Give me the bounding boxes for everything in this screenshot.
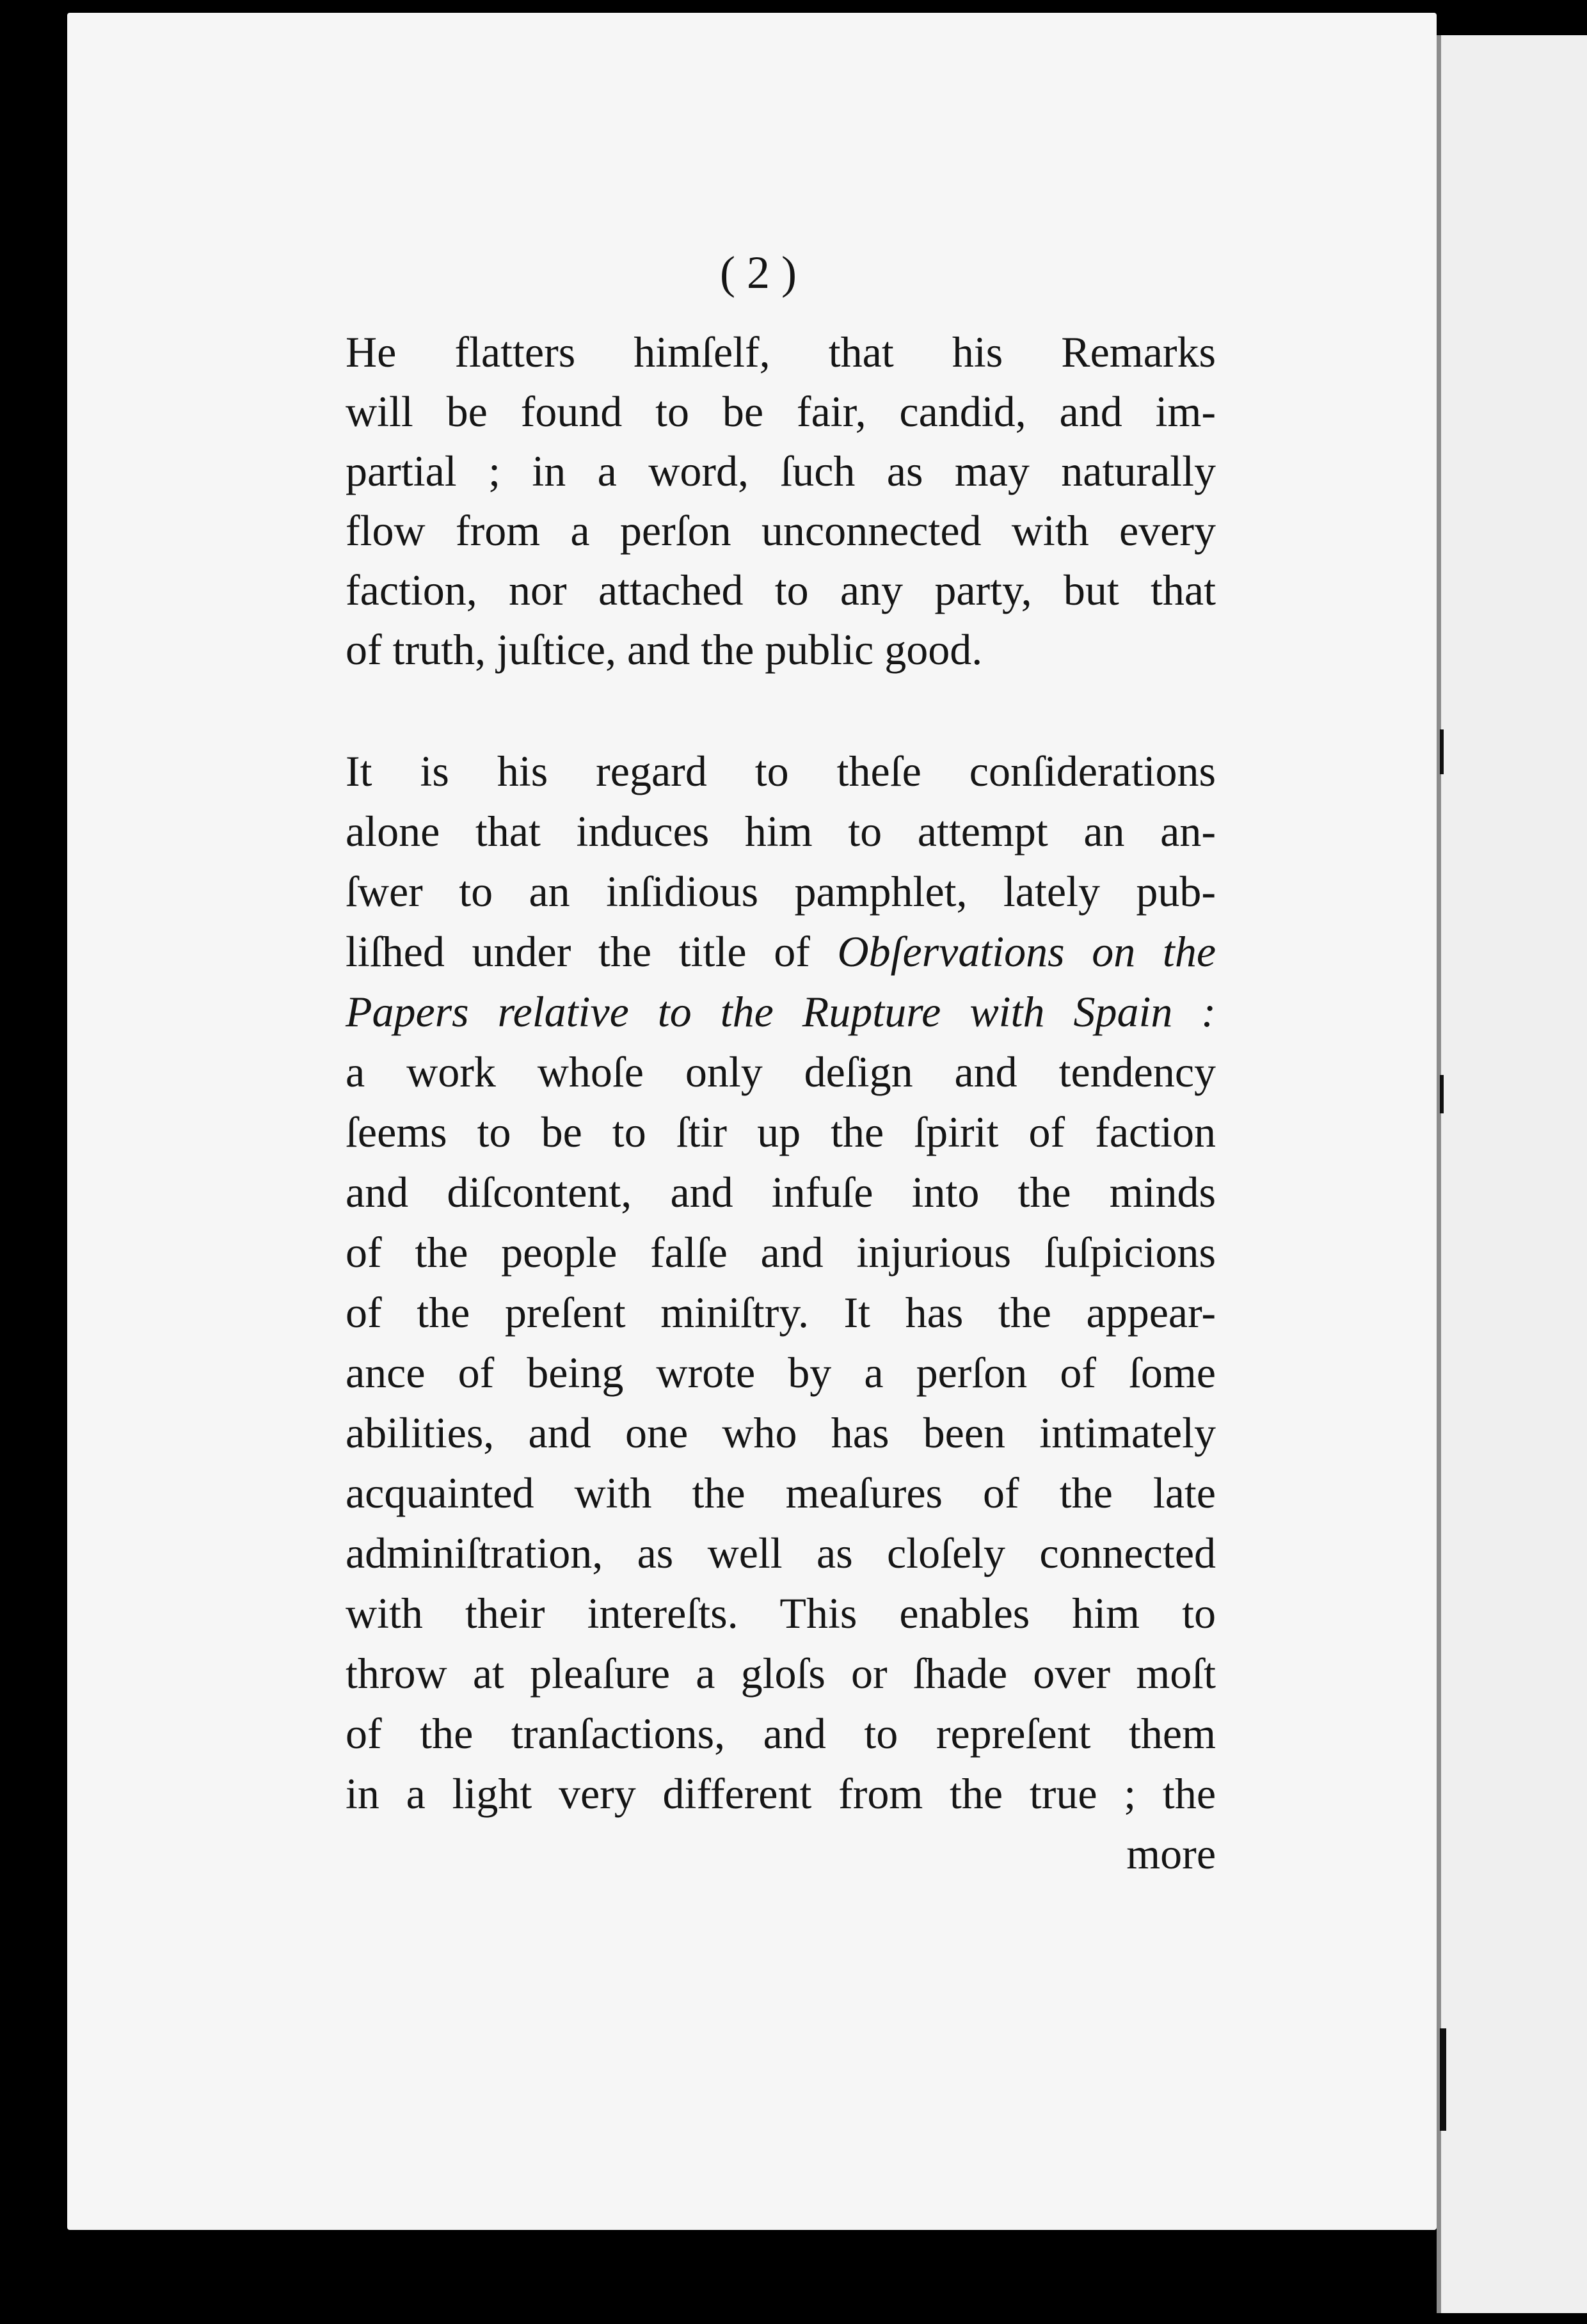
page-number: ( 2 ): [720, 247, 797, 298]
text-line: of the people falſe and injurious ſuſpicions: [346, 1228, 1216, 1277]
text-line: [346, 983, 1216, 1040]
text-line: ance of being wrote by a perſon of ſome: [346, 1348, 1216, 1397]
text-line: [346, 923, 1216, 980]
text-line: of the preſent miniſtry. It has the appear-: [346, 1288, 1216, 1337]
text-line: alone that induces him to attempt an an-: [346, 807, 1216, 856]
text-line: a work whoſe only deſign and tendency: [346, 1047, 1216, 1096]
scan-mark: [1440, 2028, 1446, 2131]
text-line: He flatters himſelf, that his Remarks: [346, 328, 1216, 376]
text-line: of truth, juſtice, and the public good.: [346, 625, 983, 674]
text-line: in a light very different from the true ; the: [346, 1769, 1216, 1818]
italic-title: Papers relative to the Rupture with Spain :: [346, 987, 1216, 1036]
text-line: adminiſtration, as well as cloſely connected: [346, 1529, 1216, 1577]
catchword: more: [1126, 1829, 1216, 1878]
italic-title: Obſervations on the: [837, 927, 1216, 976]
text-line: of the tranſactions, and to repreſent them: [346, 1709, 1216, 1758]
text-line: with their intereſts. This enables him to: [346, 1589, 1216, 1637]
page-gutter: [1437, 35, 1441, 2313]
text-line: It is his regard to theſe conſiderations: [346, 747, 1216, 795]
text-line: will be found to be fair, candid, and im-: [346, 387, 1216, 436]
scan-mark: [1440, 729, 1444, 774]
facing-page-edge: [1441, 35, 1587, 2313]
text-line: flow from a perſon unconnected with every: [346, 506, 1216, 555]
text-line: throw at pleaſure a gloſs or ſhade over moſt: [346, 1649, 1216, 1698]
scan-mark: [1440, 1075, 1444, 1113]
text-line: abilities, and one who has been intimately: [346, 1408, 1216, 1457]
text-segment: liſhed under the title of: [346, 927, 810, 976]
text-line: ſeems to be to ſtir up the ſpirit of faction: [346, 1108, 1216, 1156]
text-line: faction, nor attached to any party, but that: [346, 566, 1216, 614]
text-line: ſwer to an inſidious pamphlet, lately pub-: [346, 867, 1216, 916]
text-line: partial ; in a word, ſuch as may naturally: [346, 447, 1216, 495]
text-line: and diſcontent, and infuſe into the minds: [346, 1168, 1216, 1216]
text-line: acquainted with the meaſures of the late: [346, 1468, 1216, 1517]
